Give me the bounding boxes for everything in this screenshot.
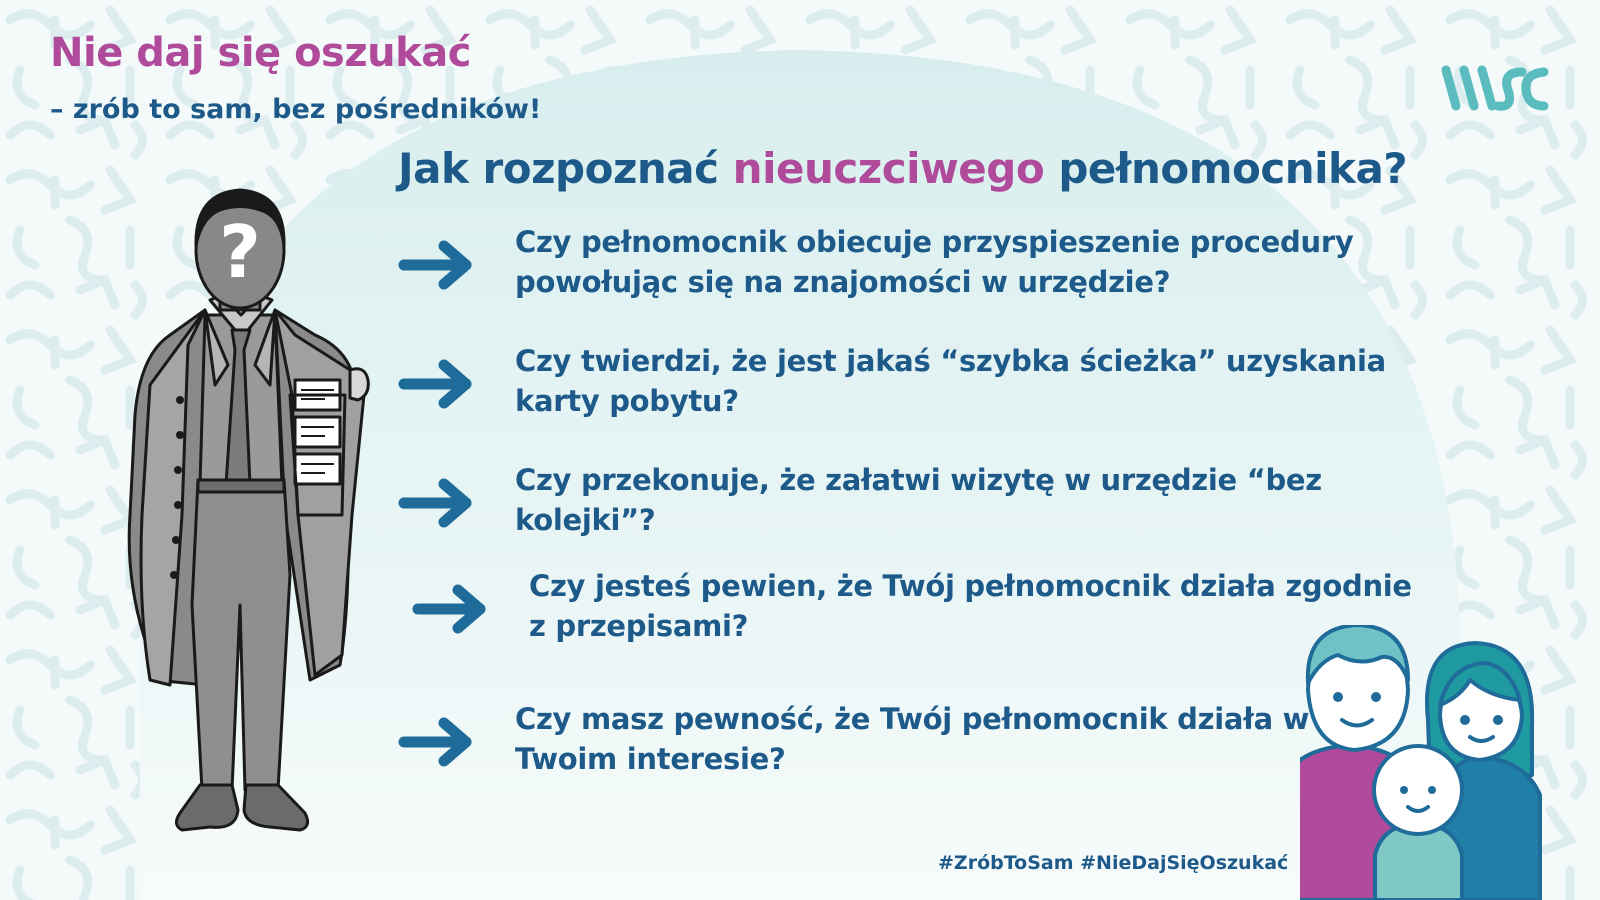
- question-item: [398, 460, 1398, 550]
- question-mark: ?: [219, 210, 261, 294]
- wsc-logo-icon: [1440, 64, 1550, 114]
- heading-suffix: pełnomocnika?: [1044, 144, 1408, 193]
- page-subtitle: – zrób to sam, bez pośredników!: [50, 94, 542, 125]
- page-title: Nie daj się oszukać: [50, 30, 471, 76]
- arrow-right-icon: [398, 478, 478, 528]
- question-text: Czy masz pewność, że Twój pełnomocnik działa w Twoim interesie?: [515, 702, 1310, 776]
- family-illustration: [1300, 625, 1600, 900]
- questions-heading: [398, 144, 1407, 193]
- question-item: [398, 699, 1398, 789]
- question-item: [398, 222, 1398, 312]
- arrow-right-icon: [398, 359, 478, 409]
- hashtags: #ZróbToSam #NieDajSięOszukać: [938, 852, 1289, 874]
- question-text: Czy twierdzi, że jest jakaś “szybka ścieżka” uzyskania karty pobytu?: [515, 344, 1386, 418]
- question-text: Czy przekonuje, że załatwi wizytę w urzędzie “bez kolejki”?: [515, 463, 1322, 537]
- arrow-right-icon: [398, 240, 478, 290]
- question-text: Czy pełnomocnik obiecuje przyspieszenie procedury powołując się na znajomości w urzędzie?: [515, 225, 1354, 299]
- arrow-right-icon: [398, 717, 478, 767]
- arrow-right-icon: [412, 584, 492, 634]
- question-item: [398, 341, 1398, 431]
- heading-prefix: Jak rozpoznać: [398, 144, 733, 193]
- question-text: Czy jesteś pewien, że Twój pełnomocnik działa zgodnie z przepisami?: [529, 569, 1412, 643]
- suspicious-man-illustration: [110, 185, 380, 870]
- heading-accent: nieuczciwego: [732, 144, 1045, 193]
- question-item: [412, 566, 1412, 656]
